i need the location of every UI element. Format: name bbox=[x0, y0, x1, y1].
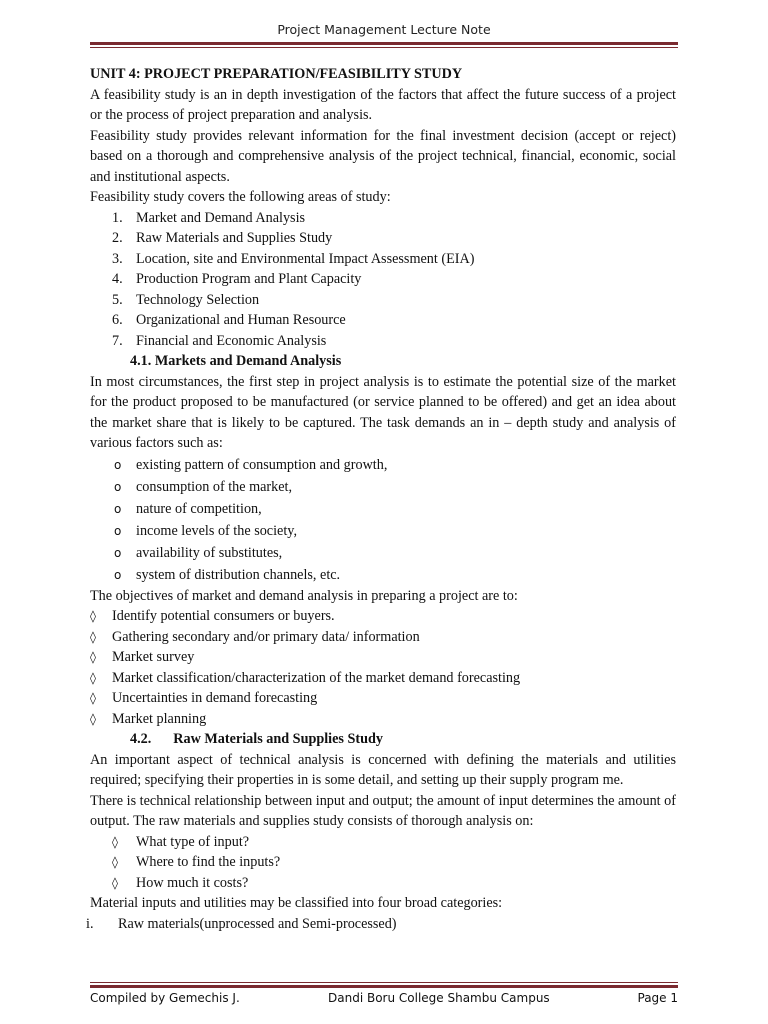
section-4-1-paragraph: In most circumstances, the first step in project analysis is to estimate the potential size of the market for the product proposed to be manufactured (or service planned to be offered) and get an idea about the market share that is likely to be captured. The task demands an in – depth study and analysis of various factors such as: bbox=[90, 373, 676, 451]
list-item: ◊ Market planning bbox=[90, 709, 676, 730]
list-item: o consumption of the market, bbox=[90, 476, 676, 498]
list-item: o income levels of the society, bbox=[90, 520, 676, 542]
categories-intro: Material inputs and utilities may be classified into four broad categories: bbox=[90, 895, 503, 911]
page-footer bbox=[90, 991, 678, 1007]
factors-list bbox=[90, 454, 676, 586]
section-heading-4-2: 4.2. Raw Materials and Supplies Study bbox=[130, 731, 383, 747]
bullet-icon: o bbox=[114, 545, 122, 560]
list-item: 1. Market and Demand Analysis bbox=[112, 209, 306, 226]
list-item: ◊ Identify potential consumers or buyers. bbox=[90, 606, 676, 627]
list-item: o availability of substitutes, bbox=[90, 542, 676, 564]
list-item: i. Raw materials(unprocessed and Semi-processed) bbox=[86, 915, 397, 932]
footer-institution: Dandi Boru College Shambu Campus bbox=[328, 991, 550, 1005]
footer-rule bbox=[90, 982, 678, 988]
list-item: ◊ Where to find the inputs? bbox=[90, 852, 676, 873]
list-item: ◊ Gathering secondary and/or primary data/ information bbox=[90, 627, 676, 648]
diamond-bullet-icon: ◊ bbox=[90, 629, 96, 644]
section-heading-4-1: 4.1. Markets and Demand Analysis bbox=[130, 353, 342, 369]
unit-title: UNIT 4: PROJECT PREPARATION/FEASIBILITY STUDY bbox=[90, 66, 463, 82]
list-item: o system of distribution channels, etc. bbox=[90, 564, 676, 586]
bullet-icon: o bbox=[114, 457, 122, 472]
list-item: ◊ How much it costs? bbox=[90, 873, 676, 894]
list-item: 4. Production Program and Plant Capacity bbox=[112, 271, 362, 287]
objectives-list bbox=[90, 606, 676, 729]
questions-list bbox=[90, 832, 676, 894]
intro-paragraph-2: Feasibility study provides relevant information for the final investment decision (accept or reject) based on a thorough and comprehensive analysis of the project technical, financial, economic, social and institutional aspects. bbox=[90, 127, 676, 185]
diamond-bullet-icon: ◊ bbox=[90, 609, 96, 623]
intro-paragraph-3: Feasibility study covers the following areas of study: bbox=[90, 189, 391, 205]
list-item: 5. Technology Selection bbox=[112, 291, 260, 308]
page-number: Page 1 bbox=[637, 991, 678, 1005]
areas-list bbox=[90, 208, 676, 352]
diamond-bullet-icon: ◊ bbox=[90, 670, 96, 685]
footer-author: Compiled by Gemechis J. bbox=[90, 991, 240, 1005]
bullet-icon: o bbox=[114, 501, 122, 516]
section-4-2-paragraph-2: There is technical relationship between input and output; the amount of input determines the amount of output. The raw materials and supplies study consists of thorough analysis on: bbox=[90, 792, 676, 829]
diamond-bullet-icon: ◊ bbox=[112, 855, 118, 869]
page-header: Project Management Lecture Note bbox=[277, 22, 491, 37]
document-body bbox=[86, 64, 676, 934]
diamond-bullet-icon: ◊ bbox=[90, 650, 96, 664]
list-item: 3. Location, site and Environmental Impact Assessment (EIA) bbox=[112, 250, 475, 267]
objectives-intro: The objectives of market and demand analysis in preparing a project are to: bbox=[90, 587, 518, 604]
list-item: ◊ Market survey bbox=[90, 647, 676, 668]
intro-paragraph-1: A feasibility study is an in depth investigation of the factors that affect the future success of a project or the process of project preparation and analysis. bbox=[90, 86, 676, 123]
list-item: o existing pattern of consumption and growth, bbox=[90, 454, 676, 476]
list-item: 6. Organizational and Human Resource bbox=[112, 312, 346, 328]
list-item: ◊ Market classification/characterization of the market demand forecasting bbox=[90, 668, 676, 689]
bullet-icon: o bbox=[114, 523, 122, 538]
bullet-icon: o bbox=[114, 567, 122, 582]
bullet-icon: o bbox=[114, 479, 122, 494]
list-item: 2. Raw Materials and Supplies Study bbox=[112, 230, 333, 246]
diamond-bullet-icon: ◊ bbox=[112, 834, 118, 849]
header-rule bbox=[90, 42, 678, 48]
list-item: ◊ What type of input? bbox=[90, 832, 676, 853]
list-item: ◊ Uncertainties in demand forecasting bbox=[90, 688, 676, 709]
diamond-bullet-icon: ◊ bbox=[90, 711, 96, 726]
list-item: 7. Financial and Economic Analysis bbox=[112, 332, 327, 349]
list-item: o nature of competition, bbox=[90, 498, 676, 520]
section-4-2-paragraph-1: An important aspect of technical analysis is concerned with defining the materials and utilities required; specifying their properties in is some detail, and setting up their supply program me. bbox=[90, 751, 676, 788]
diamond-bullet-icon: ◊ bbox=[90, 691, 96, 705]
diamond-bullet-icon: ◊ bbox=[112, 875, 118, 890]
